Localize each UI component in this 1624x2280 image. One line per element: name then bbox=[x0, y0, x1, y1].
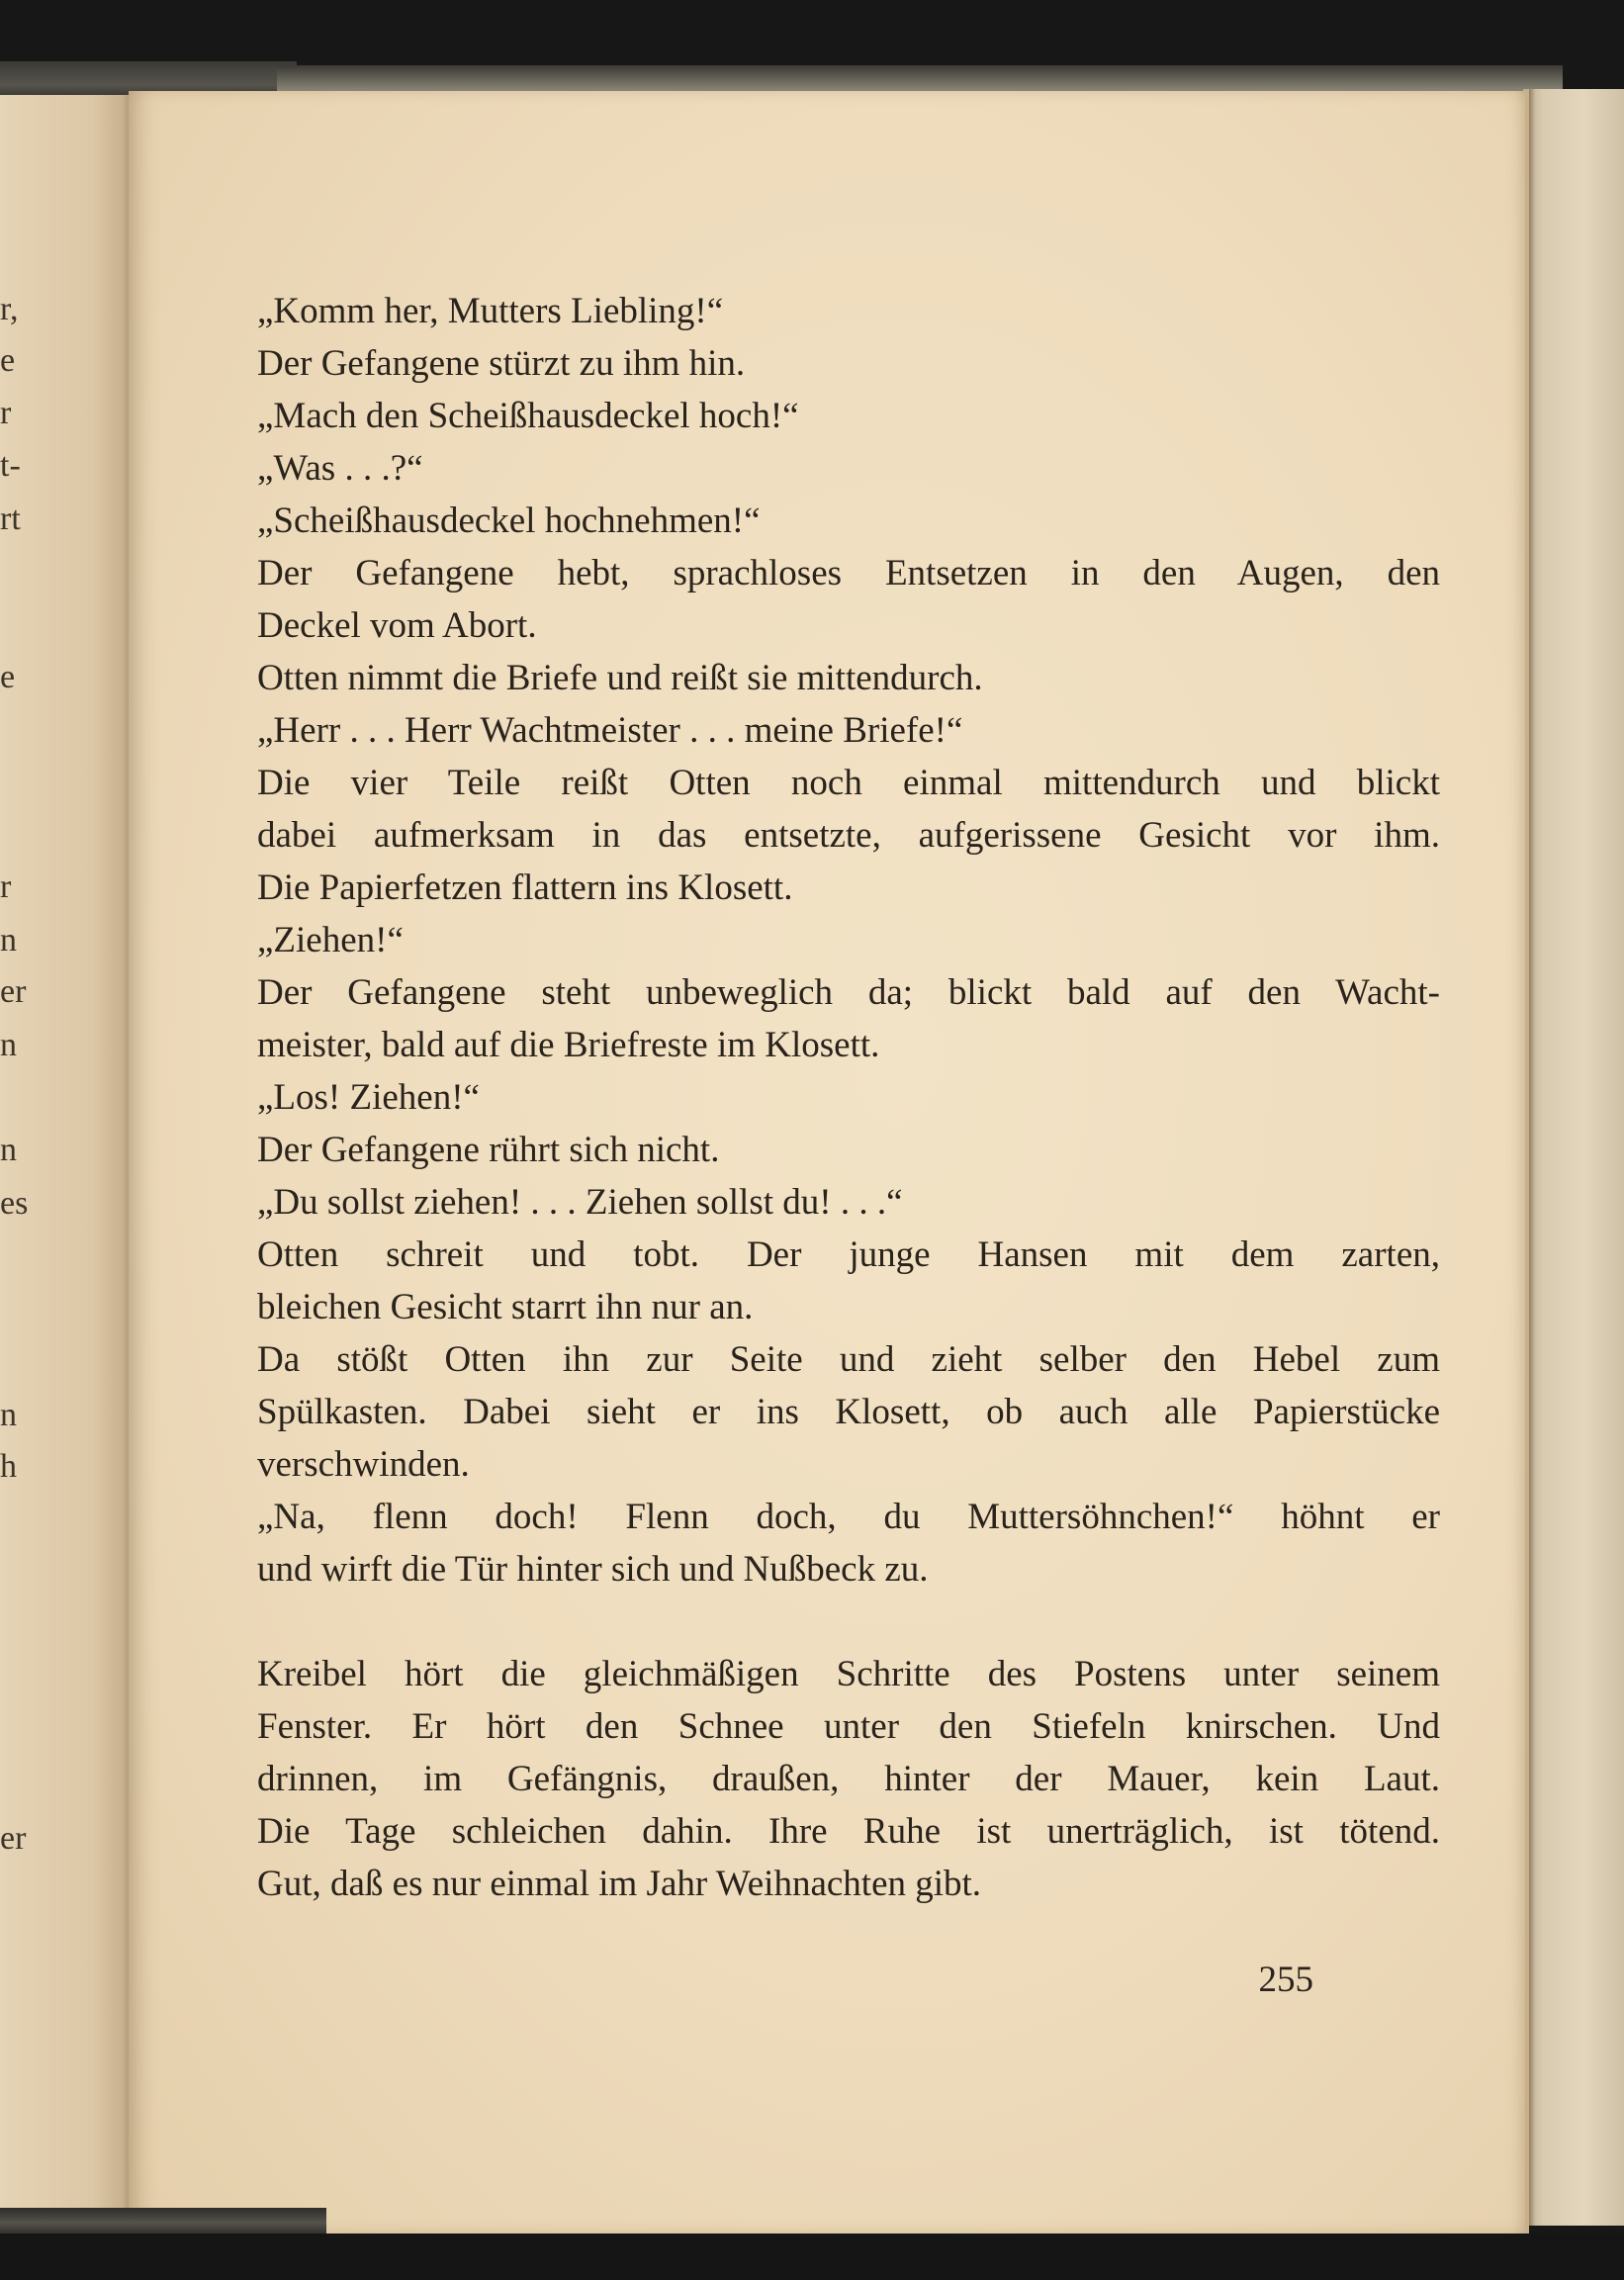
book-page bbox=[129, 91, 1529, 2234]
text-line: Deckel vom Abort. bbox=[257, 605, 537, 646]
text-line: Da stößt Otten ihn zur Seite und zieht selber den Hebel zum bbox=[257, 1339, 1440, 1380]
text-line: dabei aufmerksam in das entsetzte, aufgerissene Gesicht vor ihm. bbox=[257, 815, 1440, 856]
text-line: Die vier Teile reißt Otten noch einmal mittendurch und blickt bbox=[257, 763, 1440, 803]
text-line: „Na, flenn doch! Flenn doch, du Muttersöhnchen!“ höhnt er bbox=[257, 1497, 1440, 1537]
text-line: Gut, daß es nur einmal im Jahr Weihnachten gibt. bbox=[257, 1864, 982, 1904]
left-fragment: n bbox=[0, 922, 17, 958]
text-line: „Komm her, Mutters Liebling!“ bbox=[257, 291, 724, 331]
left-fragment: e bbox=[0, 659, 16, 695]
left-page-fragments bbox=[0, 95, 59, 2222]
text-line: meister, bald auf die Briefreste im Klosett. bbox=[257, 1025, 880, 1065]
text-line: Otten schreit und tobt. Der junge Hansen mit dem zarten, bbox=[257, 1234, 1440, 1275]
left-fragment: er bbox=[0, 973, 27, 1010]
text-line: Der Gefangene stürzt zu ihm hin. bbox=[257, 343, 746, 384]
text-line: Kreibel hört die gleichmäßigen Schritte des Postens unter seinem bbox=[257, 1654, 1440, 1694]
page-text bbox=[257, 285, 1440, 1910]
text-line: „Mach den Scheißhausdeckel hoch!“ bbox=[257, 396, 799, 436]
paragraph-gap bbox=[257, 1596, 1440, 1648]
left-page bbox=[0, 95, 133, 2222]
text-line: Spülkasten. Dabei sieht er ins Klosett, ob auch alle Papierstücke bbox=[257, 1392, 1440, 1432]
left-fragment: h bbox=[0, 1448, 17, 1485]
text-line: Der Gefangene rührt sich nicht. bbox=[257, 1130, 720, 1170]
page-number: 255 bbox=[1258, 1960, 1313, 2000]
text-line: drinnen, im Gefängnis, draußen, hinter der Mauer, kein Laut. bbox=[257, 1759, 1440, 1799]
text-line: Der Gefangene steht unbeweglich da; blickt bald auf den Wacht- bbox=[257, 972, 1440, 1013]
left-fragment: er bbox=[0, 1820, 27, 1857]
text-line: „Ziehen!“ bbox=[257, 920, 404, 960]
background-bottom bbox=[0, 2234, 1624, 2280]
left-fragment: r bbox=[0, 395, 12, 431]
text-line: „Du sollst ziehen! . . . Ziehen sollst du! . . .“ bbox=[257, 1182, 903, 1223]
next-page-edge bbox=[1523, 89, 1624, 2226]
text-line: Die Tage schleichen dahin. Ihre Ruhe ist unerträglich, ist tötend. bbox=[257, 1811, 1440, 1852]
text-line: verschwinden. bbox=[257, 1444, 470, 1485]
left-fragment: e bbox=[0, 342, 16, 379]
left-fragment: n bbox=[0, 1027, 17, 1063]
text-line: „Los! Ziehen!“ bbox=[257, 1077, 480, 1118]
left-fragment: r bbox=[0, 868, 12, 905]
left-fragment: n bbox=[0, 1397, 17, 1433]
text-line: bleichen Gesicht starrt ihn nur an. bbox=[257, 1287, 754, 1327]
left-fragment: r, bbox=[0, 291, 19, 327]
text-line: „Herr . . . Herr Wachtmeister . . . meine Briefe!“ bbox=[257, 710, 963, 751]
text-line: „Was . . .?“ bbox=[257, 448, 423, 489]
text-line: Die Papierfetzen flattern ins Klosett. bbox=[257, 867, 793, 908]
left-fragment: rt bbox=[0, 501, 21, 537]
text-line: „Scheißhausdeckel hochnehmen!“ bbox=[257, 501, 761, 541]
text-line: Fenster. Er hört den Schnee unter den Stiefeln knirschen. Und bbox=[257, 1706, 1440, 1747]
left-fragment: es bbox=[0, 1185, 29, 1222]
text-line: Der Gefangene hebt, sprachloses Entsetzen in den Augen, den bbox=[257, 553, 1440, 593]
left-fragment: n bbox=[0, 1132, 17, 1168]
text-line: Otten nimmt die Briefe und reißt sie mittendurch. bbox=[257, 658, 983, 698]
text-line: und wirft die Tür hinter sich und Nußbeck zu. bbox=[257, 1549, 929, 1590]
left-fragment: t- bbox=[0, 447, 21, 484]
